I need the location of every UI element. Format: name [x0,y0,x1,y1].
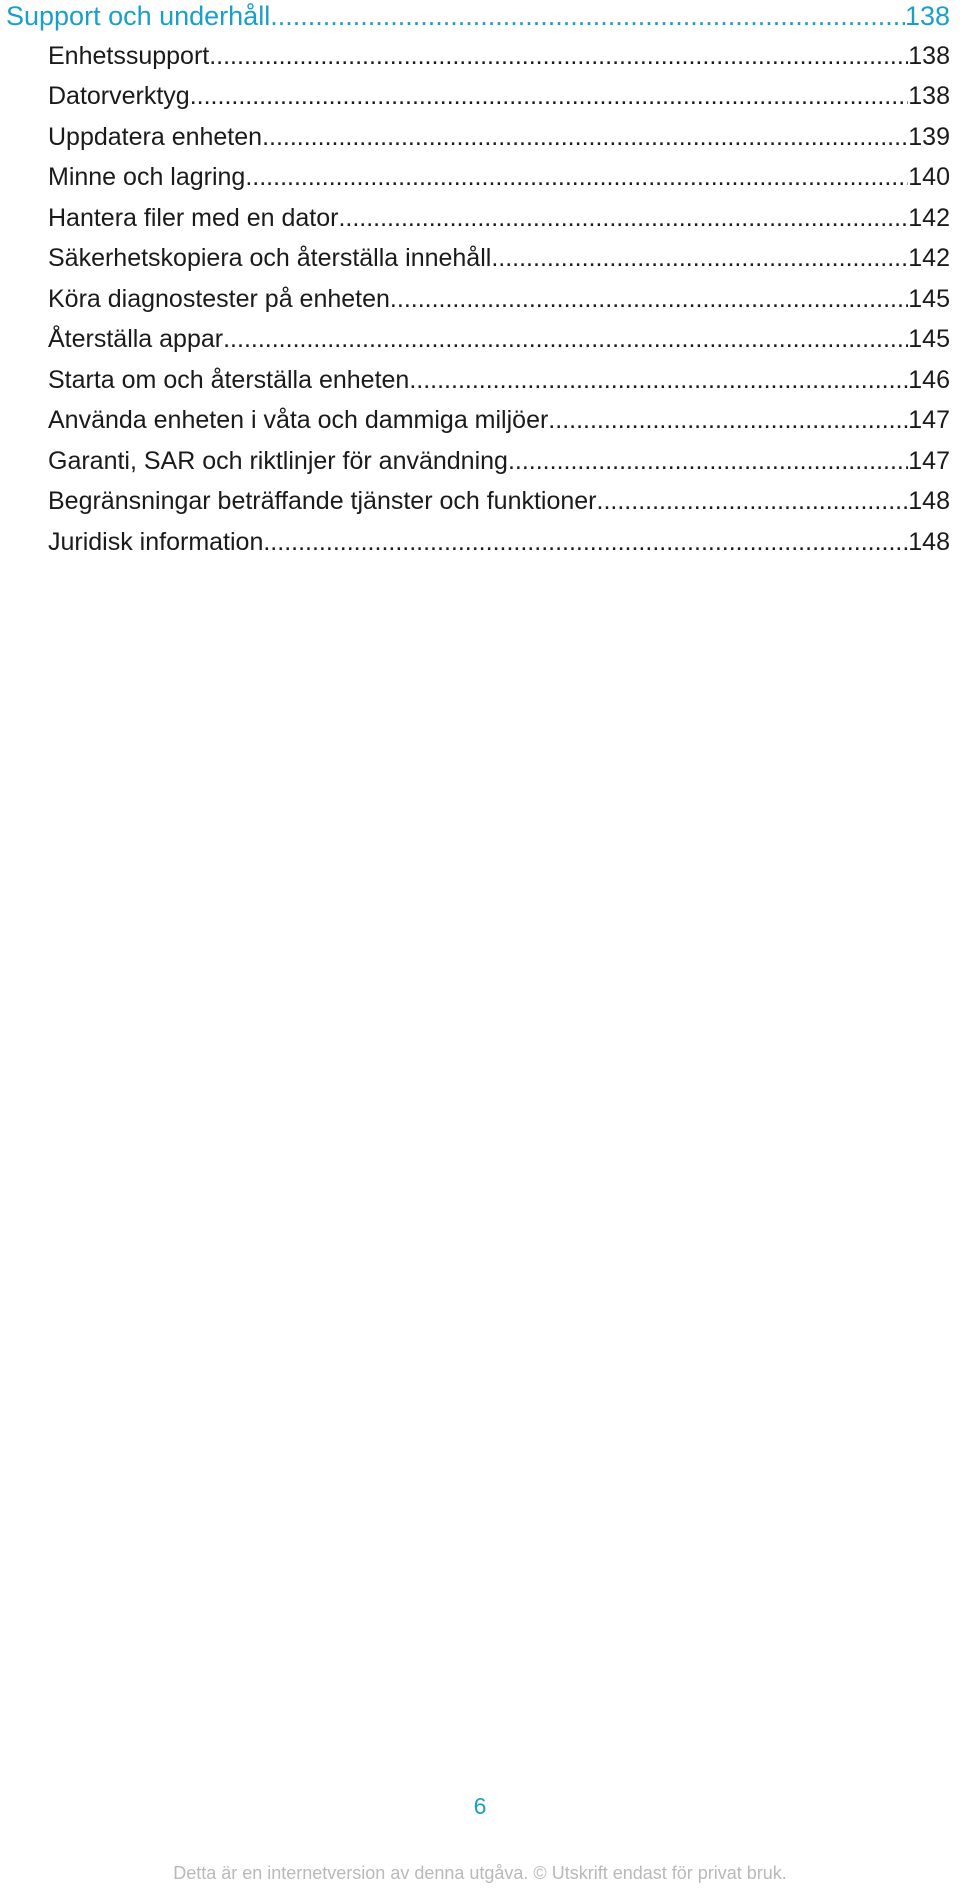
toc-entry[interactable] [48,485,950,521]
toc-entry-page: 147 [908,447,950,475]
toc-entry[interactable] [48,526,950,562]
toc-entry[interactable] [48,242,950,278]
toc-entry-title: Datorverktyg [48,82,190,110]
toc-entry-page: 142 [908,204,950,232]
toc-entry-page: 147 [908,406,950,434]
toc-entry-title: Enhetssupport [48,42,210,70]
toc-entry-title: Begränsningar beträffande tjänster och funktioner [48,487,597,515]
toc-entry-page: 138 [908,42,950,70]
toc-entry[interactable] [48,80,950,116]
toc-leader [338,202,908,234]
toc-entry[interactable] [48,40,950,76]
toc-entry-title: Återställa appar [48,325,224,353]
toc-leader [223,323,908,355]
toc-leader [245,161,908,193]
toc-entry[interactable] [48,161,950,197]
toc-entry-page: 142 [908,244,950,272]
toc-entry-title: Använda enheten i våta och dammiga miljöer [48,406,549,434]
toc-leader [270,0,905,32]
page-number: 6 [473,1793,487,1819]
toc-heading[interactable] [6,0,950,36]
toc-leader [390,283,908,315]
toc-leader [209,40,908,72]
toc-entry-title: Garanti, SAR och riktlinjer för användning [48,447,508,475]
toc-leader [190,80,909,112]
toc-heading-title: Support och underhåll [6,1,271,31]
toc-entry-title: Juridisk information [48,528,264,556]
toc-entry-page: 138 [908,82,950,110]
toc-entry-title: Minne och lagring [48,163,246,191]
toc-entry-title: Hantera filer med en dator [48,204,339,232]
toc-entry-page: 145 [908,285,950,313]
toc-heading-page: 138 [904,1,950,31]
toc-entry[interactable] [48,121,950,157]
toc-entry-page: 146 [908,366,950,394]
toc-leader [548,404,908,436]
toc-entry-page: 139 [908,123,950,151]
toc-entry-page: 148 [908,487,950,515]
toc-entry-title: Köra diagnostester på enheten [48,285,390,313]
toc-leader [491,242,908,274]
toc-leader [263,526,908,558]
footer-note: Detta är en internetversion av denna utgåva. © Utskrift endast för privat bruk. [173,1863,787,1883]
toc-leader [409,364,908,396]
toc-entry[interactable] [48,364,950,400]
toc-entry-page: 140 [908,163,950,191]
toc-entry-page: 148 [908,528,950,556]
toc-entry-title: Säkerhetskopiera och återställa innehåll [48,244,492,272]
toc-leader [597,485,909,517]
toc-entry[interactable] [48,283,950,319]
toc-entry[interactable] [48,445,950,481]
toc-entry[interactable] [48,404,950,440]
toc-leader [262,121,908,153]
toc-entry-title: Uppdatera enheten [48,123,263,151]
toc-entry[interactable] [48,202,950,238]
toc-entry-title: Starta om och återställa enheten [48,366,410,394]
toc-entry-page: 145 [908,325,950,353]
toc-leader [508,445,908,477]
toc-entry[interactable] [48,323,950,359]
